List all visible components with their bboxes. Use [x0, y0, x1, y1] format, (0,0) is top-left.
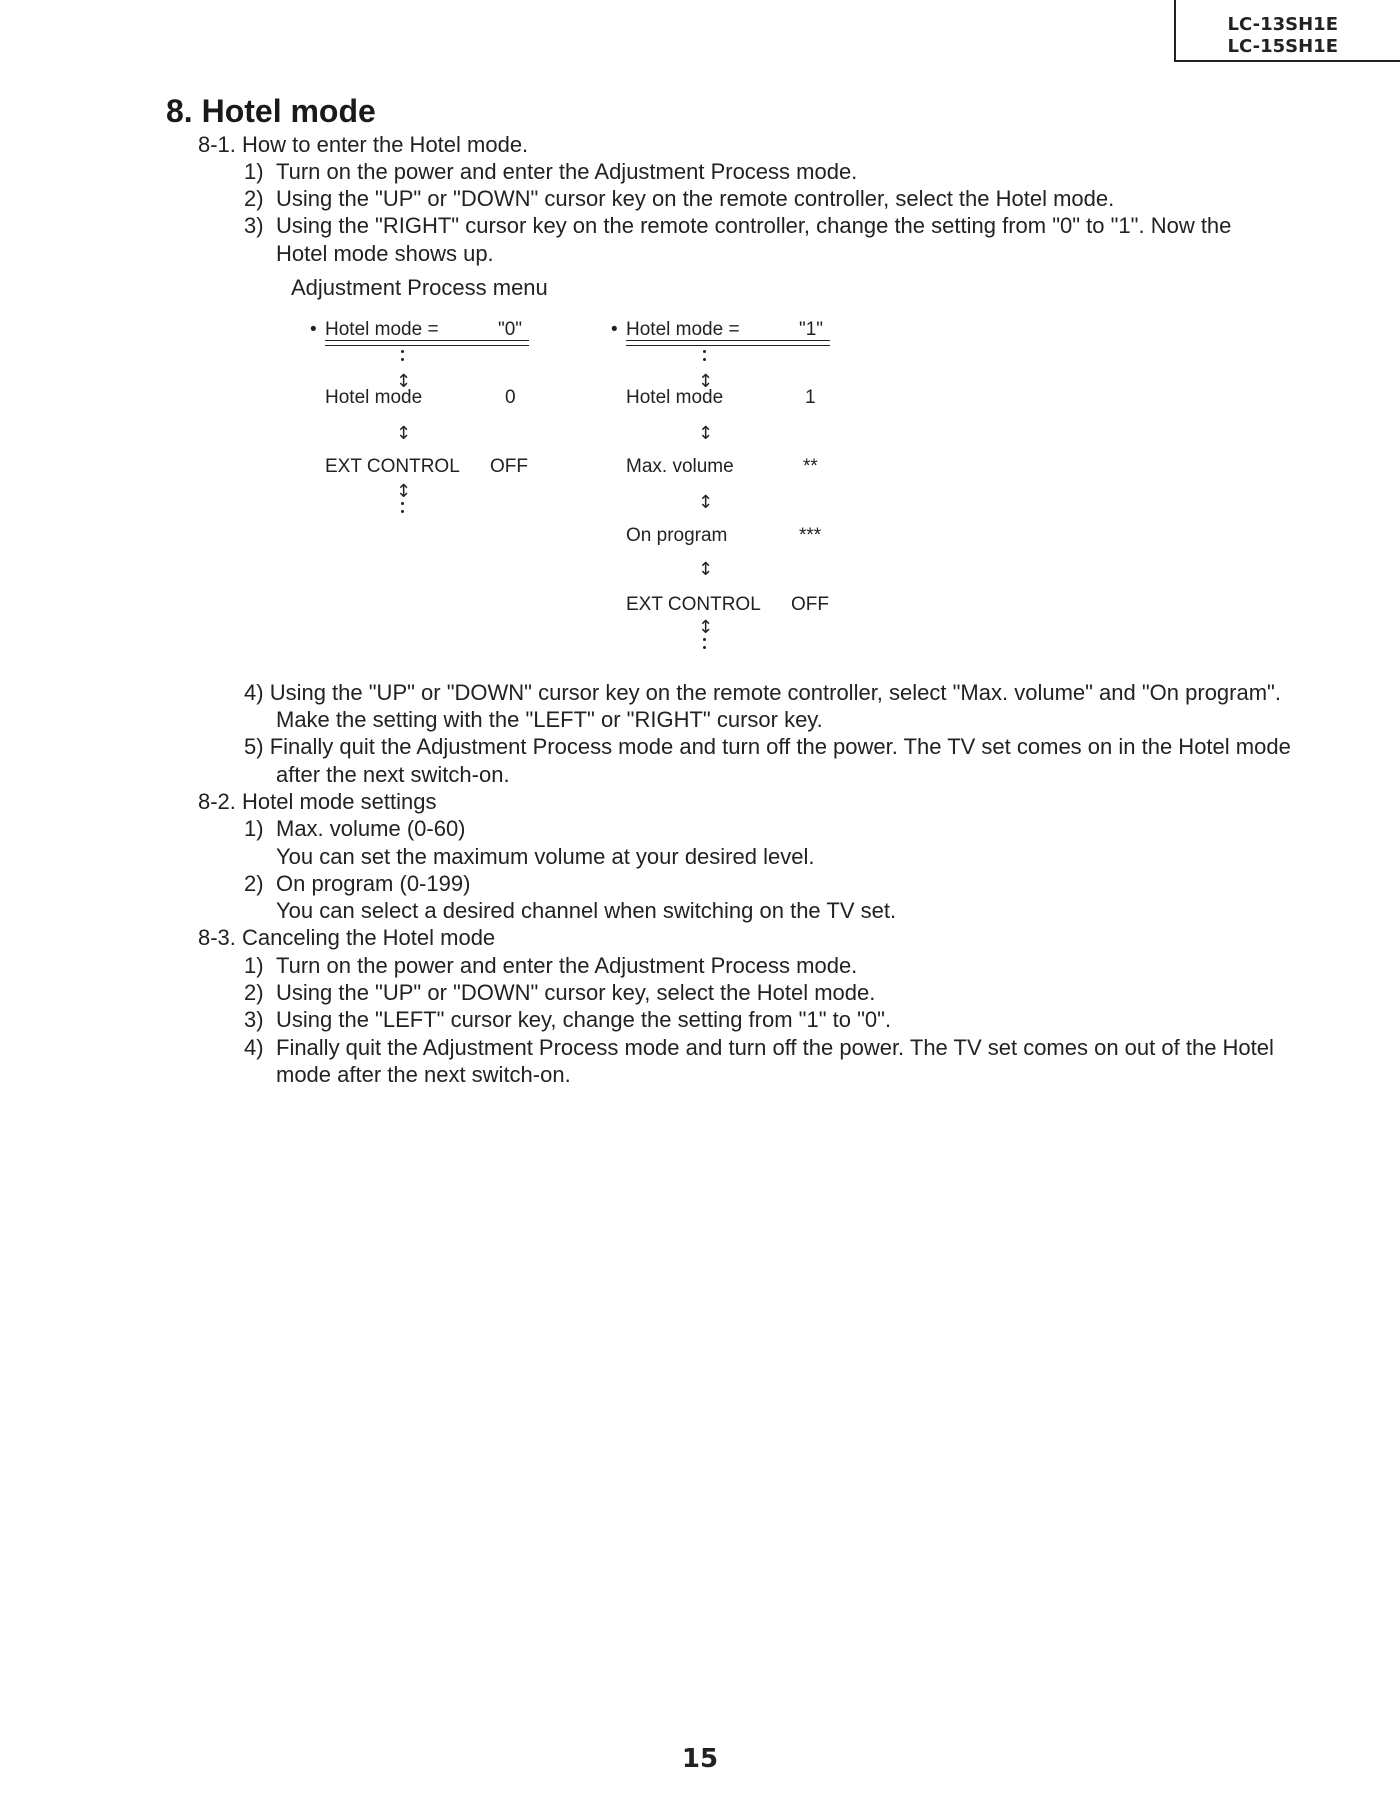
diagram-row-value: **: [803, 456, 818, 477]
list-item: [244, 952, 857, 979]
list-item: [244, 1006, 891, 1033]
continuation-dots: [703, 638, 707, 654]
diagram-header-value: "0": [498, 319, 523, 340]
list-number: 1): [244, 953, 264, 978]
list-number: 4): [244, 680, 264, 705]
continuation-dots: [401, 350, 405, 366]
diagram-row-label: Hotel mode: [626, 387, 724, 408]
bullet: •: [310, 319, 317, 340]
page-number: 15: [681, 1744, 719, 1774]
diagram-row-label: EXT CONTROL: [626, 594, 761, 615]
diagram-row-label: Hotel mode: [325, 387, 423, 408]
double-underline: [626, 340, 830, 346]
list-number: 3): [244, 213, 264, 238]
diagram-row-label: On program: [626, 525, 728, 546]
list-number: 2): [244, 186, 264, 211]
bullet: •: [611, 319, 618, 340]
up-down-arrow-icon: ↕: [396, 423, 412, 444]
section-heading: 8-3. Canceling the Hotel mode: [198, 925, 496, 950]
list-text-continued: You can select a desired channel when switching on the TV set.: [276, 898, 897, 923]
diagram-row-value: OFF: [791, 594, 829, 615]
diagram-row-value: OFF: [490, 456, 528, 477]
model-name: LC-15SH1E: [1227, 36, 1338, 57]
diagram-row-value: ***: [799, 525, 822, 546]
list-text: Turn on the power and enter the Adjustment Process mode.: [276, 159, 858, 184]
list-text: Max. volume (0-60): [276, 816, 466, 841]
up-down-arrow-icon: ↕: [698, 559, 714, 580]
list-item: [244, 679, 1281, 706]
list-number: 2): [244, 871, 264, 896]
list-text-continued: after the next switch-on.: [276, 762, 510, 787]
model-header: [1174, 0, 1400, 62]
list-text: Turn on the power and enter the Adjustment Process mode.: [276, 953, 858, 978]
list-number: 4): [244, 1035, 264, 1060]
up-down-arrow-icon: ↕: [698, 492, 714, 513]
up-down-arrow-icon: ↕: [396, 371, 412, 392]
list-item: [244, 212, 1231, 239]
list-number: 2): [244, 980, 264, 1005]
list-text: On program (0-199): [276, 871, 471, 896]
up-down-arrow-icon: ↕: [698, 371, 714, 392]
list-item: [244, 733, 1291, 760]
up-down-arrow-icon: ↕: [396, 481, 412, 502]
diagram-header-label: Hotel mode =: [626, 319, 740, 340]
list-number: 1): [244, 159, 264, 184]
list-item: [244, 815, 466, 842]
continuation-dots: [401, 502, 405, 518]
diagram-header-value: "1": [799, 319, 824, 340]
list-text: Finally quit the Adjustment Process mode and turn off the power. The TV set comes on out of the Hotel: [276, 1035, 1274, 1060]
list-text: Using the "UP" or "DOWN" cursor key on the remote controller, select "Max. volume" and "On program".: [269, 680, 1281, 705]
diagram-row-label: Max. volume: [626, 456, 734, 477]
list-item: [244, 870, 470, 897]
diagram-header-label: Hotel mode =: [325, 319, 439, 340]
list-item: [244, 979, 875, 1006]
up-down-arrow-icon: ↕: [698, 423, 714, 444]
list-item: [244, 185, 1114, 212]
list-text-continued: You can set the maximum volume at your desired level.: [276, 844, 815, 869]
section-heading: 8-2. Hotel mode settings: [198, 789, 437, 814]
list-text: Using the "RIGHT" cursor key on the remote controller, change the setting from "0" to "1". Now the: [276, 213, 1232, 238]
list-text: Finally quit the Adjustment Process mode and turn off the power. The TV set comes on in the Hotel mode: [269, 734, 1291, 759]
up-down-arrow-icon: ↕: [698, 617, 714, 638]
diagram-row-label: EXT CONTROL: [325, 456, 460, 477]
list-text-continued: mode after the next switch-on.: [276, 1062, 571, 1087]
list-number: 5): [244, 734, 264, 759]
list-text: Using the "UP" or "DOWN" cursor key on the remote controller, select the Hotel mode.: [276, 186, 1115, 211]
list-item: [244, 158, 857, 185]
list-text-continued: Hotel mode shows up.: [276, 241, 494, 266]
section-heading: 8-1. How to enter the Hotel mode.: [198, 132, 529, 157]
diagram-row-value: 1: [805, 387, 816, 408]
list-text: Using the "UP" or "DOWN" cursor key, select the Hotel mode.: [276, 980, 876, 1005]
list-item: [244, 1034, 1274, 1061]
list-number: 1): [244, 816, 264, 841]
menu-title: Adjustment Process menu: [291, 275, 548, 300]
list-number: 3): [244, 1007, 264, 1032]
continuation-dots: [703, 350, 707, 366]
double-underline: [325, 340, 529, 346]
diagram-row-value: 0: [505, 387, 516, 408]
list-text: Using the "LEFT" cursor key, change the setting from "1" to "0".: [276, 1007, 892, 1032]
list-text-continued: Make the setting with the "LEFT" or "RIGHT" cursor key.: [276, 707, 823, 732]
page-title: 8. Hotel mode: [166, 93, 376, 129]
model-name: LC-13SH1E: [1227, 14, 1338, 35]
